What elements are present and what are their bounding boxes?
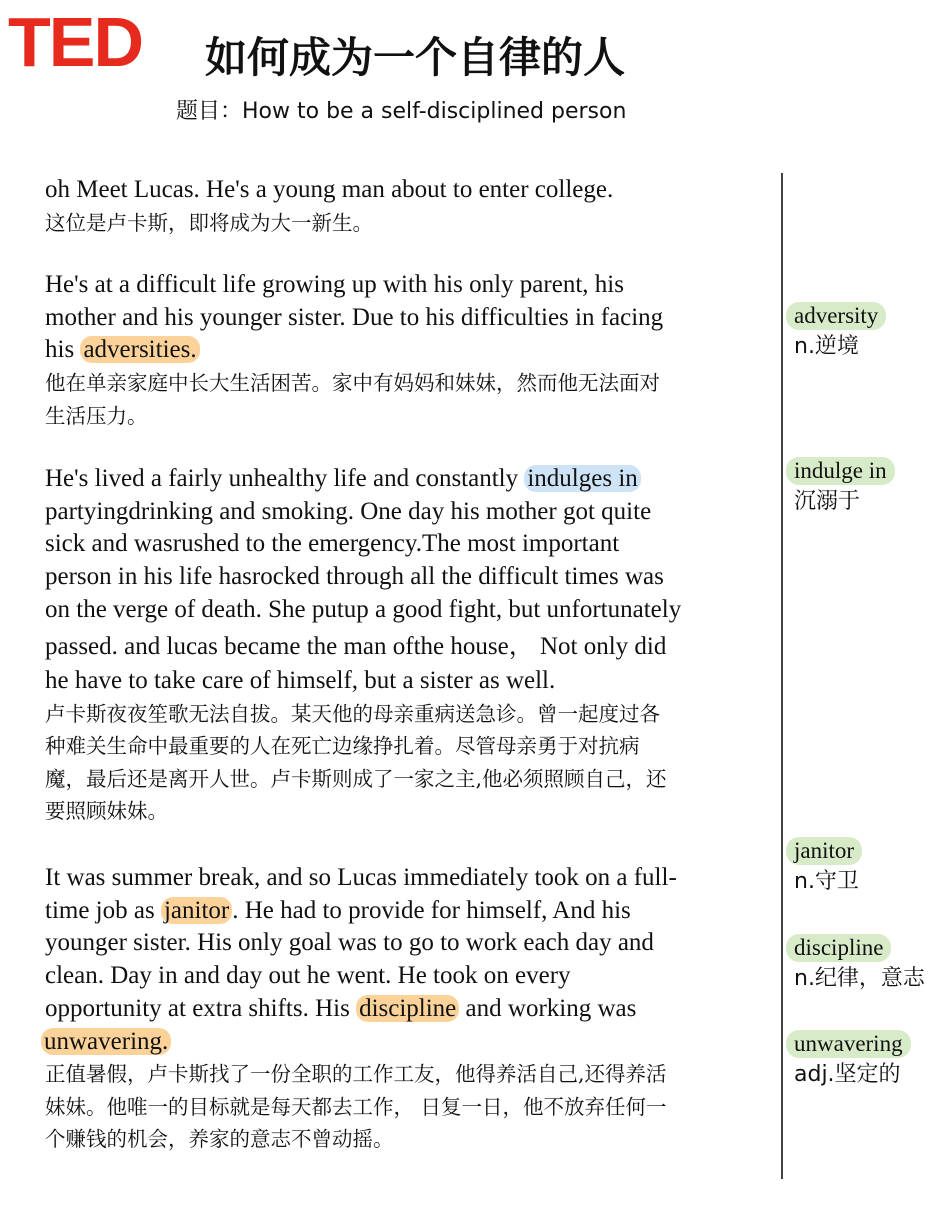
vocab-meaning: 沉溺于 (794, 489, 861, 514)
vocab-note-janitor (786, 837, 862, 899)
english-line (45, 334, 780, 367)
text-run: time job as (45, 896, 161, 924)
highlight-indulges-in: indulges in (524, 465, 640, 492)
vocab-term: adversity (786, 302, 886, 330)
chinese-line: 卢卡斯夜夜笙歌无法自拔。某天他的母亲重病送急诊。曾一起度过各 (45, 701, 660, 726)
chinese-line: 要照顾妹妹。 (45, 799, 168, 824)
vocab-note-unwavering (786, 1030, 911, 1092)
vocab-meaning: n.逆境 (794, 334, 859, 359)
page-subtitle: 题目：How to be a self-disciplined person (176, 99, 627, 124)
vocab-meaning: n.纪律，意志 (794, 966, 925, 991)
english-line: partyingdrinking and smoking. One day his mother got quite (45, 497, 652, 525)
paragraph-3 (45, 463, 780, 828)
chinese-line: 个赚钱的机会，养家的意志不曾动摇。 (45, 1127, 394, 1152)
text-run: . He had to provide for himself, And his (232, 896, 631, 924)
ted-logo: TED (8, 3, 142, 81)
vocab-term: unwavering (786, 1030, 911, 1058)
vocab-note-discipline (786, 934, 925, 996)
chinese-line: 生活压力。 (45, 403, 148, 428)
text-run: and working was (459, 994, 637, 1022)
english-line (45, 993, 780, 1026)
text-run: opportunity at extra shifts. His (45, 994, 357, 1022)
chinese-line: 魔，最后还是离开人世。卢卡斯则成了一家之主,他必须照顾自己，还 (45, 766, 667, 791)
chinese-line: 妹妹。他唯一的目标就是每天都去工作， 日复一日，他不放弃任何一 (45, 1094, 667, 1119)
text-run: He's lived a fairly unhealthy life and constantly (45, 465, 525, 492)
vocab-meaning: n.守卫 (794, 869, 859, 894)
paragraph-2 (45, 269, 780, 432)
page-title: 如何成为一个自律的人 (205, 33, 626, 82)
chinese-line: 正值暑假，卢卡斯找了一份全职的工作工友，他得养活自己,还得养活 (45, 1062, 667, 1087)
highlight-janitor: janitor (161, 897, 232, 924)
english-line: It was summer break, and so Lucas immediately took on a full- (45, 864, 677, 891)
english-line: sick and wasrushed to the emergency.The most important (45, 530, 620, 558)
vocab-note-indulge-in (786, 457, 895, 519)
chinese-line: 他在单亲家庭中长大生活困苦。家中有妈妈和妹妹，然而他无法面对 (45, 371, 660, 396)
english-line: mother and his younger sister. Due to his difficulties in facing (45, 303, 664, 331)
english-line: He's at a difficult life growing up with his only parent, his (45, 271, 624, 298)
english-line (45, 1026, 780, 1059)
highlight-discipline: discipline (356, 995, 459, 1022)
english-line: younger sister. His only goal was to go to work each day and (45, 929, 654, 957)
text-run: his (45, 336, 81, 364)
english-line (45, 463, 780, 496)
column-divider (781, 173, 783, 1179)
english-line: oh Meet Lucas. He's a young man about to enter college. (45, 176, 614, 203)
vocab-term: discipline (786, 934, 891, 962)
vocab-term: janitor (786, 837, 862, 865)
paragraph-4 (45, 862, 780, 1156)
english-line: he have to take care of himself, but a sister as well. (45, 667, 556, 695)
english-line (45, 895, 780, 928)
paragraph-1 (45, 174, 780, 239)
english-line: on the verge of death. She putup a good fight, but unfortunately (45, 595, 682, 623)
vocab-term: indulge in (786, 457, 895, 485)
vocab-meaning: adj.坚定的 (794, 1062, 901, 1087)
english-line: clean. Day in and day out he went. He took on every (45, 962, 571, 990)
english-line: person in his life hasrocked through all the difficult times was (45, 563, 664, 591)
vocab-note-adversity (786, 302, 886, 364)
highlight-unwavering: unwavering. (41, 1028, 171, 1055)
chinese-line: 这位是卢卡斯，即将成为大一新生。 (45, 210, 373, 235)
english-line: passed. and lucas became the man ofthe house， Not only did (45, 632, 667, 660)
highlight-adversities: adversities. (80, 336, 199, 363)
chinese-line: 种难关生命中最重要的人在死亡边缘挣扎着。尽管母亲勇于对抗病 (45, 734, 640, 759)
